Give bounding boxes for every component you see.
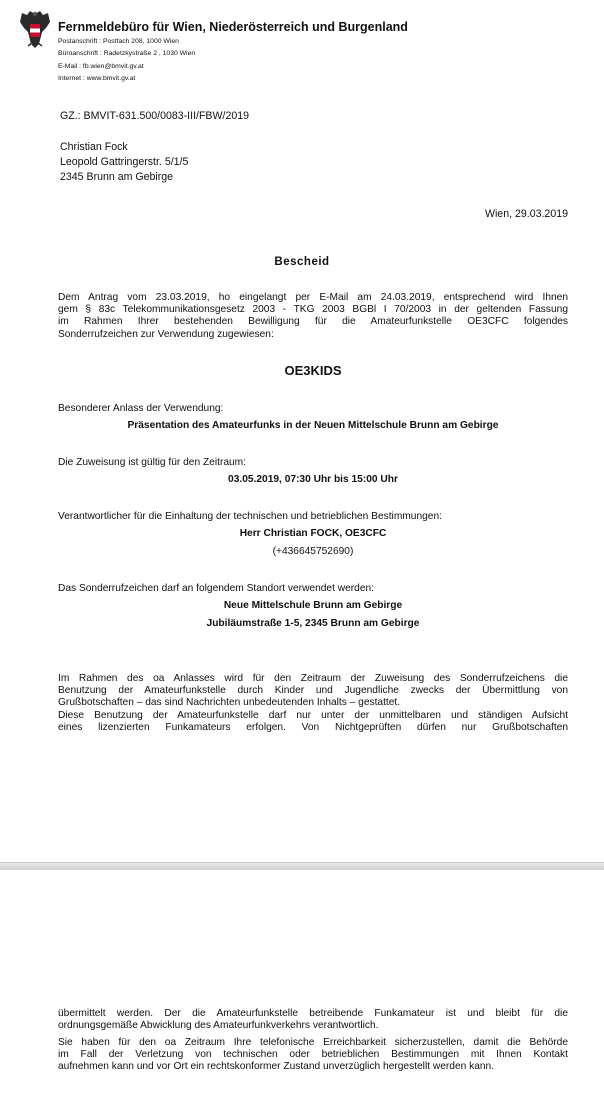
paragraph-line: übermittelt werden. Der die Amateurfunkstelle betreibende Funkamateur ist und bleibt für die <box>58 1008 568 1019</box>
paragraph-supervision-continued <box>58 1008 568 1032</box>
paragraph-line: eines lizenzierten Funkamateurs erfolgen. Von Nichtgeprüften dürfen nur Grußbotschaften <box>58 722 568 734</box>
intro-line: im Rahmen Ihrer bestehenden Bewilligung für die Amateurfunkstelle OE3CFC folgendes <box>58 316 568 328</box>
callsign: OE3KIDS <box>284 363 342 378</box>
recipient-street: Leopold Gattringerstr. 5/1/5 <box>60 156 189 168</box>
recipient-city: 2345 Brunn am Gebirge <box>60 171 174 183</box>
internet-line: Internet : www.bmvit.gv.at <box>58 75 136 82</box>
paragraph-line: im Fall der Verletzung von technischen oder betrieblichen Bestimmungen mit Ihnen Kontakt <box>58 1049 568 1061</box>
intro-paragraph <box>58 292 568 341</box>
paragraph-line: Grußbotschaften – das sind Nachrichten unbedeutenden Inhalts – gestattet. <box>58 697 401 709</box>
paragraph-line: Benutzung der Amateurfunkstelle durch Kinder und Jugendliche zwecks der Übermittlung von <box>58 685 568 697</box>
org-name: Fernmeldebüro für Wien, Niederösterreich und Burgenland <box>58 20 408 34</box>
reference-number: GZ.: BMVIT-631.500/0083-III/FBW/2019 <box>60 110 250 122</box>
paragraph-line: Im Rahmen des oa Anlasses wird für den Zeitraum der Zuweisung des Sonderrufzeichens die <box>58 673 568 684</box>
validity-label: Die Zuweisung ist gültig für den Zeitraum: <box>58 457 246 468</box>
place-date: Wien, 29.03.2019 <box>484 208 568 220</box>
occasion-label: Besonderer Anlass der Verwendung: <box>58 403 224 414</box>
paragraph-children-usage <box>58 673 568 710</box>
location-label: Das Sonderrufzeichen darf an folgendem Standort verwendet werden: <box>58 583 375 594</box>
responsible-label: Verantwortlicher für die Einhaltung der technischen und betrieblichen Bestimmungen: <box>58 511 442 522</box>
austrian-eagle-logo <box>18 10 52 50</box>
validity-value: 03.05.2019, 07:30 Uhr bis 15:00 Uhr <box>228 474 398 485</box>
intro-line: gem § 83c Telekommunikationsgesetz 2003 - TKG 2003 BGBl I 70/2003 in der geltenden Fassung <box>58 304 568 316</box>
responsible-phone: (+436645752690) <box>272 546 354 557</box>
location-line2: Jubiläumstraße 1-5, 2345 Brunn am Gebirge <box>206 618 420 629</box>
paragraph-line: ordnungsgemäße Abwicklung des Amateurfunkverkehrs verantwortlich. <box>58 1020 379 1032</box>
occasion-value: Präsentation des Amateurfunks in der Neuen Mittelschule Brunn am Gebirge <box>127 420 499 431</box>
paragraph-line: aufnehmen kann und vor Ort ein rechtskonformer Zustand unverzüglich hergestellt werden kann. <box>58 1061 495 1073</box>
email-line: E-Mail : fb.wien@bmvit.gv.at <box>58 63 144 70</box>
office-address: Büroanschrift : Radetzkystraße 2 , 1030 Wien <box>58 50 196 57</box>
paragraph-reachability <box>58 1037 568 1074</box>
page-divider <box>0 862 604 870</box>
paragraph-line: Sie haben für den oa Zeitraum Ihre telefonische Erreichbarkeit sicherzustellen, damit die Behörde <box>58 1037 568 1048</box>
document-heading: Bescheid <box>274 256 330 268</box>
paragraph-supervision <box>58 710 568 734</box>
intro-line: Dem Antrag vom 23.03.2019, ho eingelangt per E-Mail am 24.03.2019, entsprechend wird Ihnen <box>58 292 568 303</box>
recipient-name: Christian Fock <box>60 141 128 153</box>
postal-address: Postanschrift : Postfach 208, 1000 Wien <box>58 38 179 45</box>
responsible-name: Herr Christian FOCK, OE3CFC <box>239 528 387 539</box>
location-line1: Neue Mittelschule Brunn am Gebirge <box>223 600 403 611</box>
intro-line: Sonderrufzeichen zur Verwendung zugewiesen: <box>58 328 274 340</box>
paragraph-line: Diese Benutzung der Amateurfunkstelle darf nur unter der unmittelbaren und ständigen Aufsicht <box>58 710 568 721</box>
